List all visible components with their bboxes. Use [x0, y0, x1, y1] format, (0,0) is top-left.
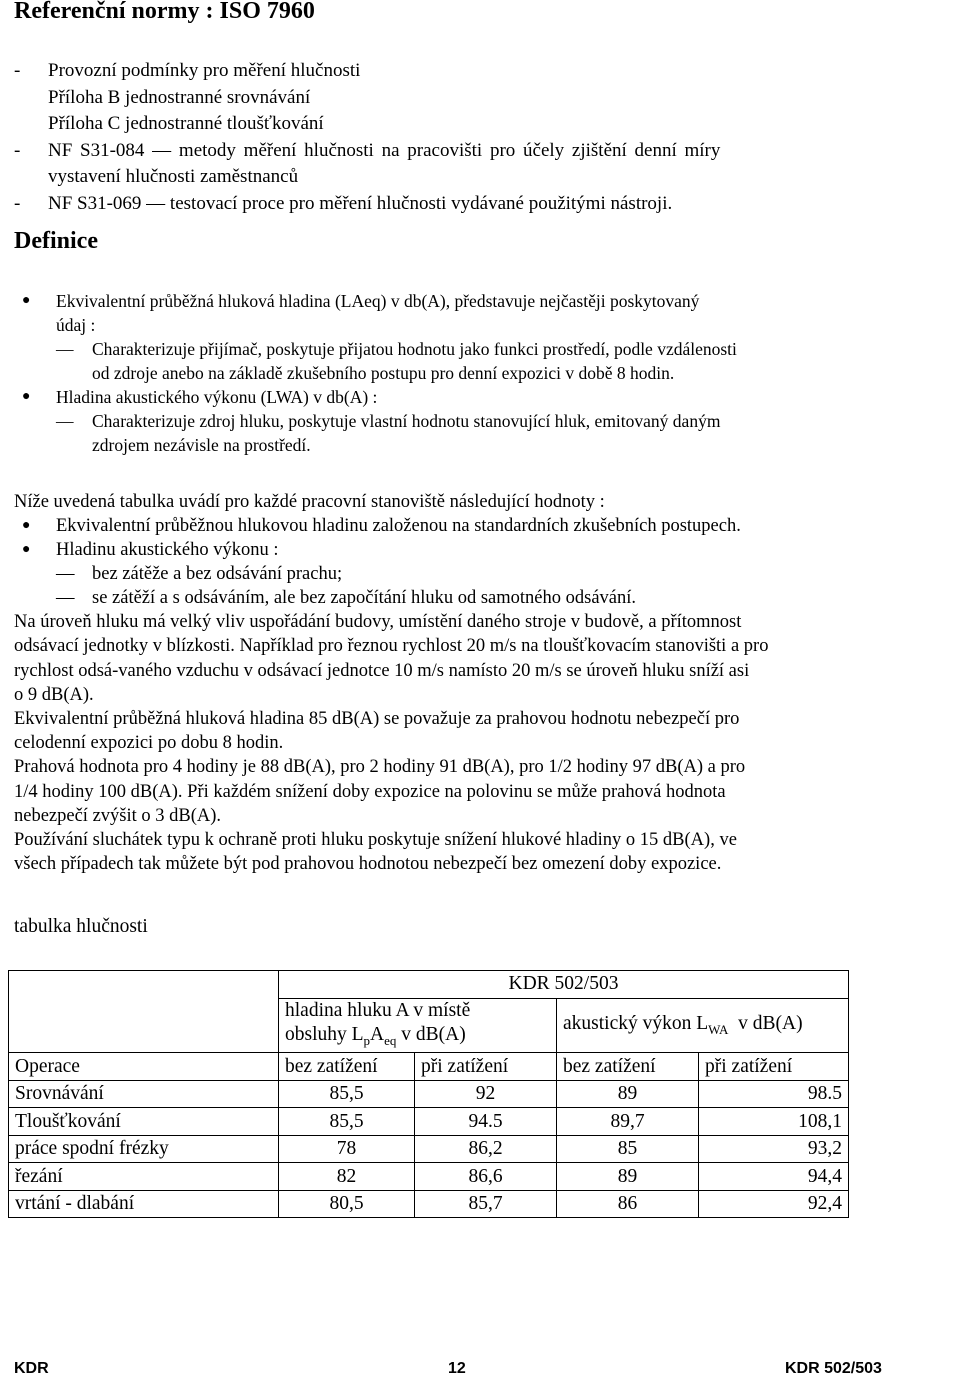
- value-cell: 85,7: [415, 1190, 557, 1218]
- reference-text: Provozní podmínky pro měření hlučnosti: [48, 60, 361, 81]
- operation-cell: Srovnávání: [9, 1080, 279, 1108]
- value-cell: 98.5: [699, 1080, 849, 1108]
- definition-subitem: [14, 337, 914, 385]
- header-text: v dB(A): [728, 1013, 803, 1034]
- table-row: [9, 1108, 849, 1136]
- value-cell: 92,4: [699, 1190, 849, 1218]
- value-cell: 85,5: [279, 1080, 415, 1108]
- reference-text: Příloha B jednostranné srovnávání: [48, 86, 311, 108]
- dash-marker: -: [14, 192, 21, 214]
- reference-text: vystavení hlučnosti zaměstnanců: [48, 166, 299, 187]
- reference-item: [14, 58, 934, 85]
- header-text: akustický výkon L: [563, 1013, 709, 1034]
- table-caption: tabulka hlučnosti: [14, 916, 148, 937]
- definition-text: Hladina akustického výkonu (LWA) v db(A) :: [56, 387, 378, 407]
- dash-marker: -: [14, 60, 21, 81]
- definitions-heading: Definice: [14, 228, 98, 254]
- reference-list: [14, 58, 934, 217]
- paragraph-line: o 9 dB(A).: [14, 684, 94, 705]
- reference-text: NF S31-084 — metody měření hlučnosti na pracovišti pro účely zjištění denní míry: [48, 139, 721, 161]
- dash-marker: —: [56, 588, 75, 609]
- operation-cell: práce spodní frézky: [9, 1135, 279, 1163]
- list-subitem-text: se zátěží a s odsáváním, ale bez započítání hluku od samotného odsávání.: [92, 588, 637, 609]
- header-subscript: eq: [384, 1032, 397, 1048]
- reference-item: [14, 111, 934, 138]
- paragraph-line: nebezpečí zvýšit o 3 dB(A).: [14, 805, 222, 826]
- paragraph-line: Prahová hodnota pro 4 hodiny je 88 dB(A), pro 2 hodiny 91 dB(A), pro 1/2 hodiny 97 dB(A) a pro: [14, 757, 746, 778]
- bullet-icon: ●: [22, 293, 31, 308]
- paragraph-line: Ekvivalentní průběžná hluková hladina 85 dB(A) se považuje za prahovou hodnotu nebezpečí pro: [14, 709, 740, 730]
- list-subitem: [14, 562, 914, 586]
- value-cell: 93,2: [699, 1135, 849, 1163]
- operation-cell: řezání: [9, 1163, 279, 1191]
- value-cell: 94.5: [415, 1108, 557, 1136]
- footer-left: KDR: [14, 1360, 49, 1377]
- bullet-icon: ●: [22, 542, 31, 558]
- reference-item: [14, 164, 934, 191]
- list-item-text: Hladinu akustického výkonu :: [56, 540, 279, 561]
- sound-power-header: [557, 998, 849, 1053]
- value-cell: 89: [557, 1163, 699, 1191]
- header-line: hladina hluku A v místě: [285, 999, 471, 1021]
- body-text: [14, 490, 914, 876]
- value-cell: 89: [557, 1080, 699, 1108]
- value-cell: 82: [279, 1163, 415, 1191]
- list-item: [14, 538, 914, 562]
- value-cell: 78: [279, 1135, 415, 1163]
- noise-level-header: [279, 998, 557, 1053]
- paragraph-line: Používání sluchátek typu k ochraně proti hluku poskytuje snížení hlukové hladiny o 15 dB(A), ve: [14, 830, 737, 851]
- definition-subitem: [14, 409, 914, 457]
- definition-item: [14, 289, 914, 337]
- paragraph: [14, 707, 914, 755]
- paragraph-line: 1/4 hodiny 100 dB(A). Při každém snížení doby expozice na polovinu se může prahová hodnota: [14, 781, 726, 802]
- value-cell: 85: [557, 1135, 699, 1163]
- list-item: [14, 514, 914, 538]
- column-header: při zatížení: [699, 1053, 849, 1081]
- value-cell: 80,5: [279, 1190, 415, 1218]
- paragraph: [14, 610, 914, 707]
- noise-table: [8, 970, 849, 1218]
- dash-marker: —: [56, 564, 75, 585]
- definition-subtext: Charakterizuje přijímač, poskytuje přijatou hodnotu jako funkci prostředí, podle vzdálenosti: [92, 339, 737, 359]
- bullet-icon: ●: [22, 389, 31, 404]
- header-subscript: WA: [708, 1021, 729, 1037]
- list-subitem: [14, 586, 914, 610]
- reference-item: [14, 85, 934, 112]
- table-row: [9, 971, 849, 999]
- header-text: A: [370, 1023, 385, 1045]
- dash-marker: —: [56, 411, 74, 431]
- page-number: 12: [448, 1360, 466, 1377]
- paragraph-line: Na úroveň hluku má velký vliv uspořádání budovy, umístění daného stroje v budově, a přítomnost: [14, 612, 742, 633]
- value-cell: 85,5: [279, 1108, 415, 1136]
- header-text: obsluhy L: [285, 1023, 364, 1045]
- value-cell: 92: [415, 1080, 557, 1108]
- definition-item: [14, 385, 914, 409]
- reference-text: NF S31-069 — testovací proce pro měření hlučnosti vydávané použitými nástroji.: [48, 192, 673, 214]
- value-cell: 86,2: [415, 1135, 557, 1163]
- model-header: KDR 502/503: [279, 971, 849, 999]
- header-subscript: p: [363, 1032, 371, 1048]
- paragraph: [14, 828, 914, 876]
- paragraph-line: všech případech tak můžete být pod prahovou hodnotou nebezpečí bez omezení doby expozice.: [14, 854, 722, 875]
- value-cell: 86,6: [415, 1163, 557, 1191]
- paragraph-line: rychlost odsá-vaného vzduchu v odsávací jednotce 10 m/s namísto 20 m/s se úroveň hluku sníží asi: [14, 660, 750, 681]
- value-cell: 86: [557, 1190, 699, 1218]
- definition-subtext: Charakterizuje zdroj hluku, poskytuje vlastní hodnotu stanovující hluk, emitovaný daným: [92, 411, 721, 431]
- table-row: [9, 1190, 849, 1218]
- definition-text: Ekvivalentní průběžná hluková hladina (LAeq) v db(A), představuje nejčastěji poskytovaný: [56, 291, 700, 311]
- reference-item: [14, 191, 934, 218]
- bullet-icon: ●: [22, 518, 31, 534]
- definition-subtext: od zdroje anebo na základě zkušebního postupu pro denní expozici v době 8 hodin.: [92, 363, 675, 383]
- table-row: [9, 1135, 849, 1163]
- value-cell: 89,7: [557, 1108, 699, 1136]
- operation-cell: vrtání - dlabání: [9, 1190, 279, 1218]
- dash-marker: -: [14, 139, 21, 161]
- intro-paragraph: Níže uvedená tabulka uvádí pro každé pracovní stanoviště následující hodnoty :: [14, 492, 605, 512]
- dash-marker: —: [56, 339, 74, 359]
- operation-cell: Tloušťkování: [9, 1108, 279, 1136]
- value-cell: 94,4: [699, 1163, 849, 1191]
- column-header: bez zatížení: [279, 1053, 415, 1081]
- list-subitem-text: bez zátěže a bez odsávání prachu;: [92, 564, 343, 585]
- definition-text: údaj :: [56, 315, 96, 335]
- reference-item: [14, 138, 934, 165]
- table-row: [9, 1163, 849, 1191]
- table-row: [9, 1080, 849, 1108]
- page-title: Referenční normy : ISO 7960: [14, 0, 315, 24]
- header-text: v dB(A): [396, 1023, 466, 1045]
- table-cell: [9, 971, 279, 1053]
- column-header: bez zatížení: [557, 1053, 699, 1081]
- footer-right: KDR 502/503: [785, 1360, 882, 1377]
- definition-subtext: zdrojem nezávisle na prostředí.: [92, 435, 311, 455]
- paragraph-line: celodenní expozici po dobu 8 hodin.: [14, 733, 284, 754]
- value-cell: 108,1: [699, 1108, 849, 1136]
- definitions-list: [14, 289, 914, 457]
- paragraph: [14, 755, 914, 828]
- table-header-row: [9, 1053, 849, 1081]
- paragraph-line: odsávací jednotky v blízkosti. Například pro řeznou rychlost 20 m/s na tloušťkovacím stanovišti a pro: [14, 636, 769, 657]
- column-header: Operace: [9, 1053, 279, 1081]
- reference-text: Příloha C jednostranné tloušťkování: [48, 113, 324, 134]
- column-header: při zatížení: [415, 1053, 557, 1081]
- list-item-text: Ekvivalentní průběžnou hlukovou hladinu založenou na standardních zkušebních postupech.: [56, 516, 741, 537]
